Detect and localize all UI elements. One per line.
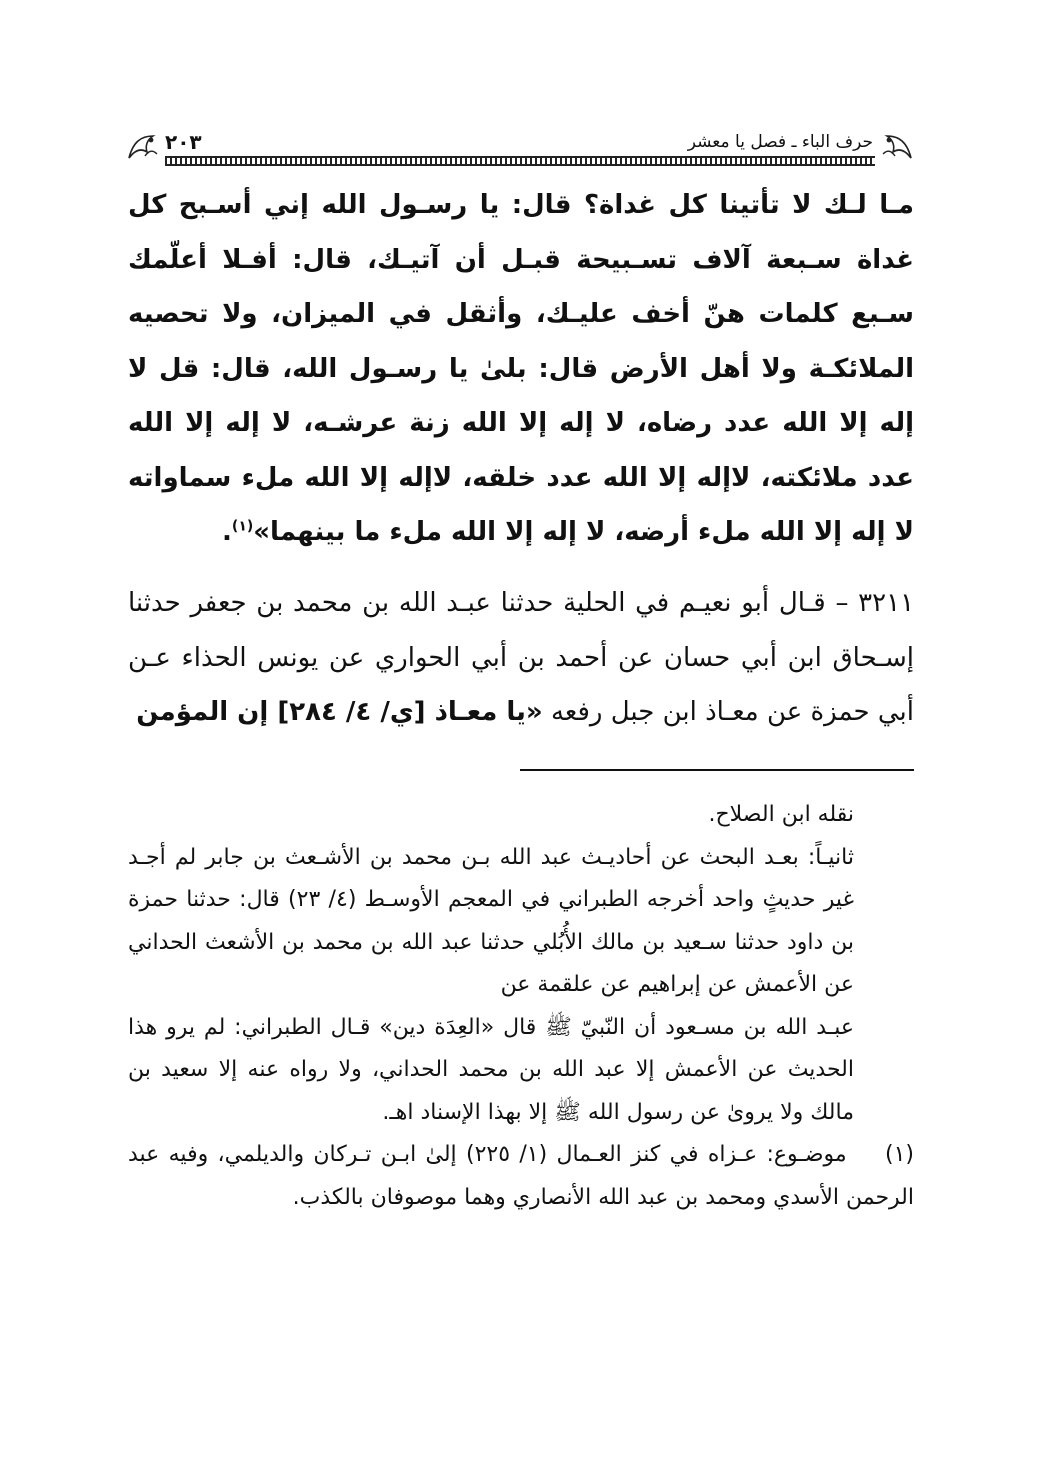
footnote-reference: (١): [231, 518, 254, 535]
narration-chain: قـال أبو نعيـم في الحلية حدثنا عبـد الله بن محمد بن جعفر حدثنا إسـحاق ابن أبي حسان عن أحمد بن أبي الحواري عن يونس الحذاء عـن أبي حمزة عن معـاذ ابن جبل رفعه: [128, 588, 914, 727]
footnote-text: موضـوع: عـزاه في كنز العـمال (١/ ٢٢٥) إلىٰ ابـن تـركان والديلمي، وفيه عبد الرحمن الأسدي ومحمد بن عبد الله الأنصاري وهما موصوفان بالكذب.: [128, 1142, 914, 1210]
narration-paragraph: [128, 576, 914, 740]
page-number: ٢٠٣: [165, 130, 202, 154]
running-title: حرف الباء ـ فصل يا معشر: [687, 132, 873, 152]
hadith-text: [128, 178, 914, 560]
footnote-line: عبـد الله بن مسـعود أن النّبيّ ﷺ قال «العِدَة دين» قـال الطبراني: لم يرو هذا الحديث عن الأعمش إلا عبد الله بن محمد الحداني، ولا رواه عنه إلا سعيد بن مالك ولا يرویٰ عن رسول الله ﷺ إلا بهذا الإسناد اهـ.: [128, 1014, 854, 1125]
page-header: [125, 128, 915, 164]
floral-ornament-icon: [125, 132, 163, 162]
footnote-line: نقله ابن الصلاح.: [708, 802, 854, 827]
hadith-body: مـا لـك لا تأتينا كل غداة؟ قال: يا رسـول الله إني أسـبح كل غداة سـبعة آلاف تسـبيحة قبـل أن آتيـك، قال: أفـلا أعلّمك سـبع كلمات هنّ أخف عليـك، وأثقل في الميزان، ولا تحصيه الملائكـة ولا أهل الأرض قال: بلىٰ يا رسـول الله، قال: قل لا إله إلا الله عدد رضاه، لا إله إلا الله زنة عرشـه، لا إله إلا الله عدد ملائكته، لاإله إلا الله عدد خلقه، لاإله إلا الله ملء سماواته لا إله إلا الله ملء أرضه، لا إله إلا الله ملء ما بينهما»: [128, 190, 914, 547]
footnotes-section: [128, 794, 914, 1219]
footnote-1: [128, 1134, 914, 1219]
footnote-separator: [520, 769, 914, 771]
sentence-end: .: [222, 517, 232, 547]
narration-quote: «يا معـاذ [ي/ ٤/ ٢٨٤] إن المؤمن: [136, 697, 543, 727]
hadith-number: ٣٢١١ –: [835, 588, 915, 618]
floral-ornament-icon: [877, 132, 915, 162]
footnote-line: ثانيـاً: بعـد البحث عن أحاديـث عبد الله بـن محمد بن الأشـعث بن جابر لم أجـد غير حديثٍ واحد أخرجه الطبراني في المعجم الأوسـط (٤/ ٢٣) قال: حدثنا حمزة بن داود حدثنا سـعيد بن مالك الأُبُلي حدثنا عبد الله بن محمد بن الأشعث الحداني عن الأعمش عن إبراهيم عن علقمة عن: [128, 844, 855, 997]
header-rule: [165, 156, 875, 166]
footnote-marker: (١): [884, 1142, 914, 1167]
